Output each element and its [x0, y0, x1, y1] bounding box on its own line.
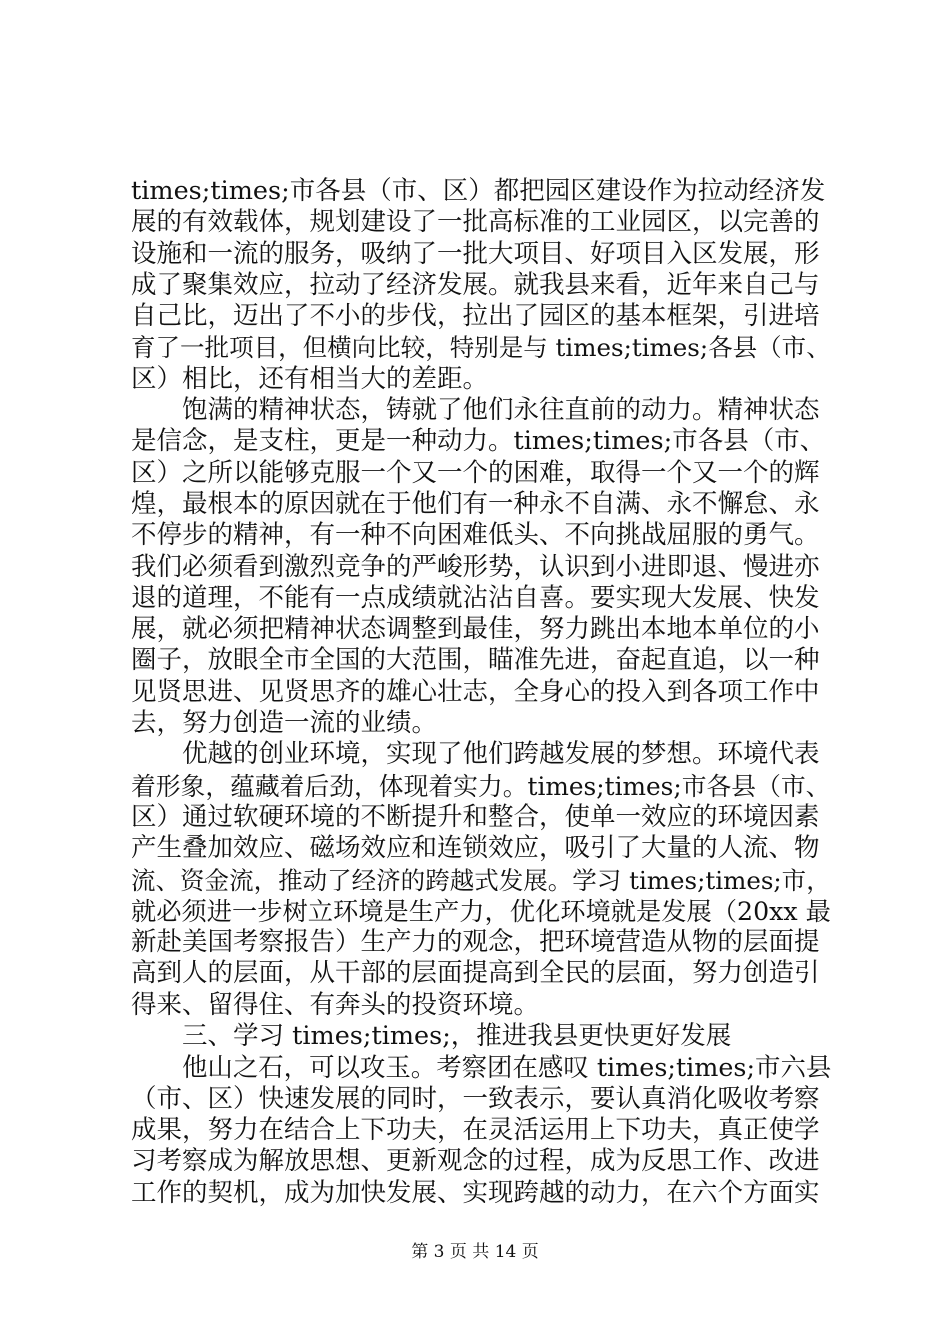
text-line: 去，努力创造一流的业绩。 [131, 708, 438, 739]
document-body [131, 176, 831, 1209]
text-line: 展，就必须把精神状态调整到最佳，努力跳出本地本单位的小 [131, 614, 820, 645]
text-line: 育了一批项目，但横向比较，特别是与 times;times;各县（市、 [131, 333, 831, 363]
text-line: 是信念，是支柱，更是一种动力。times;times;市各县（市、 [131, 426, 826, 457]
text-line: 煌，最根本的原因就在于他们有一种永不自满、永不懈怠、永 [131, 488, 820, 519]
text-line: 三、学习 times;times;，推进我县更快更好发展 [182, 1021, 732, 1052]
text-line: 就必须进一步树立环境是生产力，优化环境就是发展（20xx 最 [131, 896, 831, 926]
text-line: 高到人的层面，从干部的层面提高到全民的层面，努力创造引 [131, 958, 820, 989]
text-line: 我们必须看到激烈竞争的严峻形势，认识到小进即退、慢进亦 [131, 551, 820, 582]
text-line: 饱满的精神状态，铸就了他们永往直前的动力。精神状态 [182, 395, 820, 426]
text-line: 退的道理，不能有一点成绩就沾沾自喜。要实现大发展、快发 [131, 582, 820, 613]
text-line: 习考察成为解放思想、更新观念的过程，成为反思工作、改进 [131, 1146, 820, 1177]
text-line: 区）通过软硬环境的不断提升和整合，使单一效应的环境因素 [131, 801, 820, 832]
text-line: 自己比，迈出了不小的步伐，拉出了园区的基本框架，引进培 [131, 301, 820, 332]
text-line: 得来、留得住、有奔头的投资环境。 [131, 989, 540, 1020]
page-footer: 第 3 页 共 14 页 [411, 1242, 539, 1262]
text-line: times;times;市各县（市、区）都把园区建设作为拉动经济发 [131, 176, 826, 206]
text-line: 见贤思进、见贤思齐的雄心壮志，全身心的投入到各项工作中 [131, 676, 820, 707]
text-line: 成果，努力在结合上下功夫，在灵活运用上下功夫，真正使学 [131, 1114, 820, 1145]
text-line: 区）相比，还有相当大的差距。 [131, 363, 489, 394]
text-line: 圈子，放眼全市全国的大范围，瞄准先进，奋起直追，以一种 [131, 645, 820, 676]
text-line: 成了聚集效应，拉动了经济发展。就我县来看，近年来自己与 [131, 269, 820, 300]
text-line: （市、区）快速发展的同时，一致表示，要认真消化吸收考察 [131, 1083, 820, 1114]
text-line: 他山之石，可以攻玉。考察团在感叹 times;times;市六县 [182, 1052, 832, 1083]
text-line: 展的有效载体，规划建设了一批高标准的工业园区，以完善的 [131, 207, 820, 238]
text-line: 工作的契机，成为加快发展、实现跨越的动力，在六个方面实 [131, 1177, 820, 1208]
text-line: 新赴美国考察报告）生产力的观念，把环境营造从物的层面提 [131, 927, 820, 958]
text-line: 流、资金流，推动了经济的跨越式发展。学习 times;times;市， [131, 865, 831, 895]
text-line: 不停步的精神，有一种不向困难低头、不向挑战屈服的勇气。 [131, 520, 820, 551]
text-line: 设施和一流的服务，吸纳了一批大项目、好项目入区发展，形 [131, 238, 820, 269]
text-line: 产生叠加效应、磁场效应和连锁效应，吸引了大量的人流、物 [131, 833, 820, 864]
text-line: 区）之所以能够克服一个又一个的困难，取得一个又一个的辉 [131, 457, 820, 488]
text-line: 优越的创业环境，实现了他们跨越发展的梦想。环境代表 [182, 739, 820, 770]
text-line: 着形象，蕴藏着后劲，体现着实力。times;times;市各县（市、 [131, 771, 831, 801]
